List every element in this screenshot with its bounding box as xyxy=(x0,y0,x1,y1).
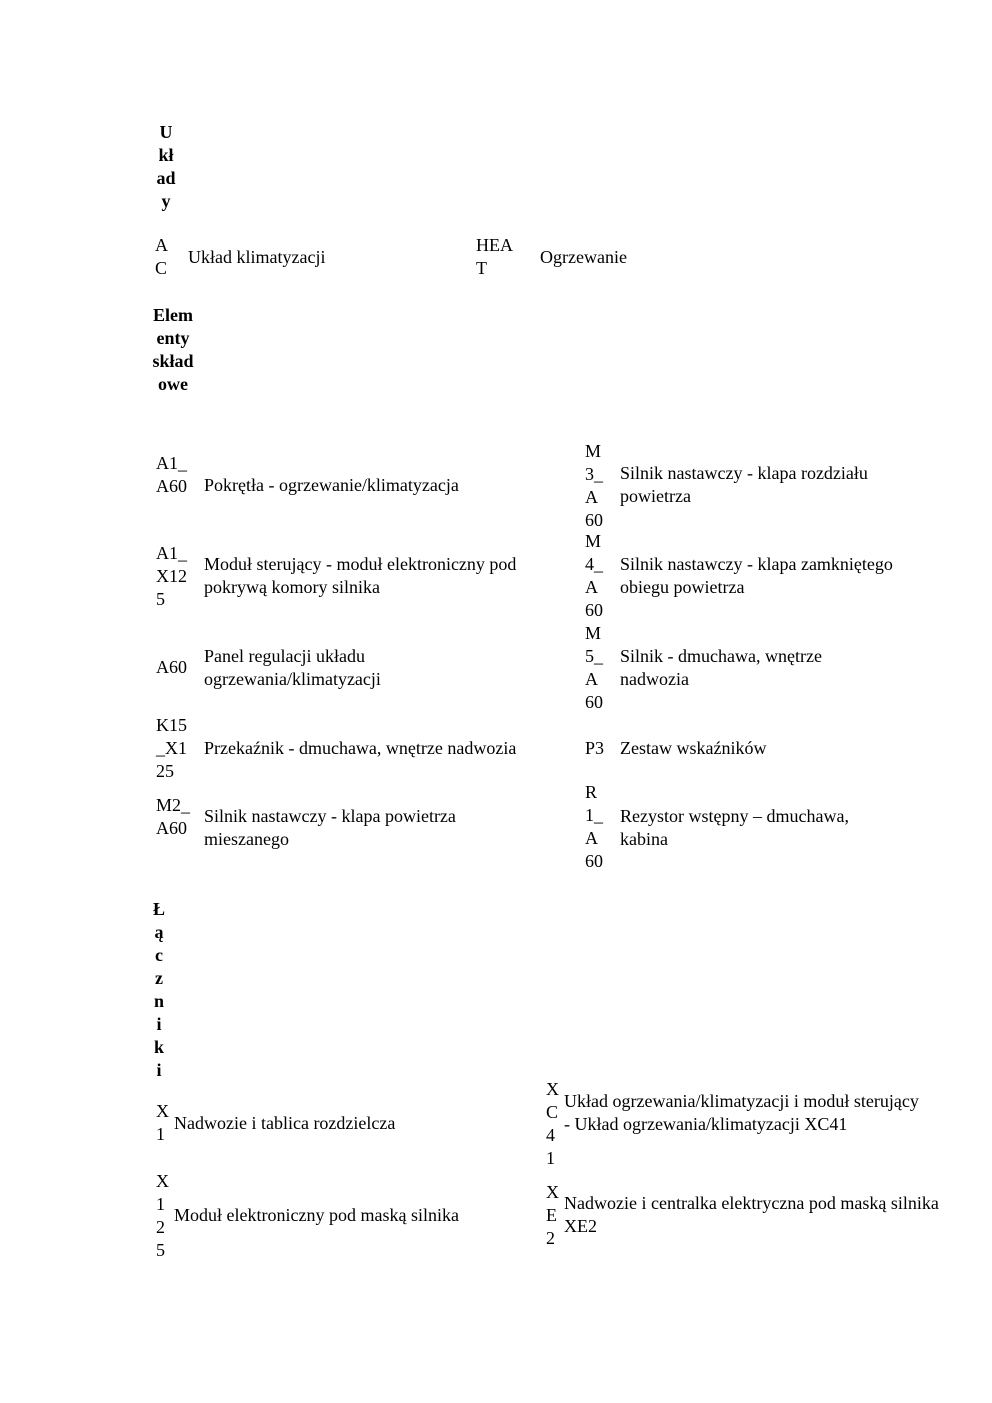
component-description: Moduł sterujący - moduł elektroniczny pod pokrywą komory silnika xyxy=(204,554,517,597)
component-description: Silnik - dmuchawa, wnętrze nadwozia xyxy=(620,646,822,689)
component-code: A1_A60 xyxy=(156,453,187,496)
system-description-heat: Ogrzewanie xyxy=(540,247,627,267)
connector-code: XE2 xyxy=(546,1182,559,1248)
connector-description: Nadwozie i tablica rozdzielcza xyxy=(174,1113,396,1133)
component-code: M4_A60 xyxy=(585,531,603,620)
component-code: P3 xyxy=(585,738,605,758)
connector-description: Moduł elektroniczny pod maską silnika xyxy=(174,1205,459,1225)
component-description: Silnik nastawczy - klapa powietrza mieszanego xyxy=(204,806,456,849)
component-description: Silnik nastawczy - klapa rozdziału powietrza xyxy=(620,463,868,506)
component-code: M5_A60 xyxy=(585,623,603,712)
section-heading-components: Elementy składowe xyxy=(152,305,194,394)
connector-code: X125 xyxy=(156,1171,169,1260)
component-code: K15_X125 xyxy=(156,715,187,781)
system-description-ac: Układ klimatyzacji xyxy=(188,247,326,267)
component-description: Rezystor wstępny – dmuchawa, kabina xyxy=(620,806,849,849)
system-code-ac: AC xyxy=(155,235,168,278)
connector-code: X1 xyxy=(156,1101,169,1144)
component-code: M2_A60 xyxy=(156,795,191,838)
connector-description: Nadwozie i centralka elektryczna pod maską silnika XE2 xyxy=(564,1193,939,1236)
component-code: M3_A60 xyxy=(585,441,603,530)
component-code: A1_X125 xyxy=(156,543,187,609)
component-code: A60 xyxy=(156,657,187,677)
system-code-heat: HEAT xyxy=(476,235,513,278)
section-heading-systems: Układy xyxy=(156,122,176,211)
component-description: Silnik nastawczy - klapa zamkniętego obiegu powietrza xyxy=(620,554,893,597)
component-description: Panel regulacji układu ogrzewania/klimatyzacji xyxy=(204,646,381,689)
component-code: R1_A60 xyxy=(585,782,603,871)
connector-code: XC41 xyxy=(546,1079,559,1168)
section-heading-connectors: Łączniki xyxy=(152,899,165,1080)
component-description: Zestaw wskaźników xyxy=(620,738,767,758)
component-description: Pokrętła - ogrzewanie/klimatyzacja xyxy=(204,475,459,495)
connector-description: Układ ogrzewania/klimatyzacji i moduł sterujący - Układ ogrzewania/klimatyzacji XC41 xyxy=(564,1091,919,1134)
component-description: Przekaźnik - dmuchawa, wnętrze nadwozia xyxy=(204,738,517,758)
